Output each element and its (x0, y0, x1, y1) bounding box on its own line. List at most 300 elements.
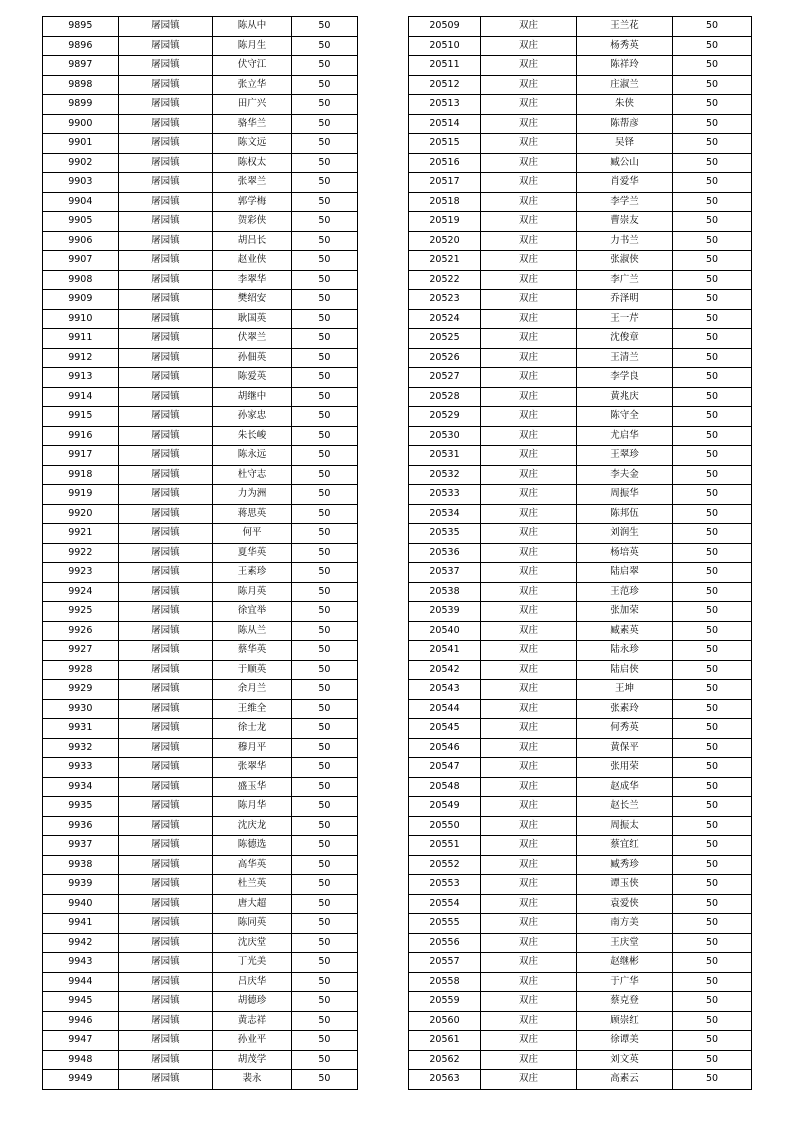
cell-name: 郭学梅 (213, 192, 292, 212)
table-row (43, 36, 358, 56)
table-row (409, 953, 752, 973)
cell-town: 屠园镇 (118, 368, 213, 388)
cell-amount: 50 (291, 875, 357, 895)
table-row (43, 485, 358, 505)
table-row (43, 504, 358, 524)
cell-name: 王素珍 (213, 563, 292, 583)
cell-name: 张立华 (213, 75, 292, 95)
cell-amount: 50 (291, 212, 357, 232)
table-row (43, 972, 358, 992)
cell-amount: 50 (673, 563, 752, 583)
cell-name: 余月兰 (213, 680, 292, 700)
cell-name: 于广华 (577, 972, 673, 992)
cell-amount: 50 (673, 368, 752, 388)
cell-amount: 50 (673, 251, 752, 271)
cell-town: 屠园镇 (118, 699, 213, 719)
cell-town: 双庄 (481, 290, 577, 310)
cell-id: 20551 (409, 836, 481, 856)
cell-name: 蔡克登 (577, 992, 673, 1012)
cell-id: 9910 (43, 309, 119, 329)
cell-town: 屠园镇 (118, 1070, 213, 1090)
table-row (409, 504, 752, 524)
cell-id: 20540 (409, 621, 481, 641)
cell-id: 20542 (409, 660, 481, 680)
cell-amount: 50 (673, 894, 752, 914)
cell-name: 陈月华 (213, 797, 292, 817)
cell-name: 力为洲 (213, 485, 292, 505)
cell-id: 9903 (43, 173, 119, 193)
cell-amount: 50 (291, 17, 357, 37)
cell-id: 9918 (43, 465, 119, 485)
cell-name: 吴铎 (577, 134, 673, 154)
table-row (43, 270, 358, 290)
cell-town: 双庄 (481, 758, 577, 778)
cell-town: 双庄 (481, 972, 577, 992)
cell-name: 陆永珍 (577, 641, 673, 661)
cell-name: 蒋思英 (213, 504, 292, 524)
cell-amount: 50 (673, 758, 752, 778)
cell-amount: 50 (291, 953, 357, 973)
cell-name: 高华英 (213, 855, 292, 875)
cell-amount: 50 (673, 231, 752, 251)
cell-id: 9942 (43, 933, 119, 953)
table-row (43, 1070, 358, 1090)
table-row (43, 797, 358, 817)
table-row (409, 173, 752, 193)
cell-name: 朱长峻 (213, 426, 292, 446)
cell-id: 20561 (409, 1031, 481, 1051)
cell-name: 伏守江 (213, 56, 292, 76)
cell-town: 屠园镇 (118, 914, 213, 934)
cell-town: 双庄 (481, 524, 577, 544)
cell-id: 9914 (43, 387, 119, 407)
table-row (43, 368, 358, 388)
cell-amount: 50 (291, 251, 357, 271)
cell-amount: 50 (291, 407, 357, 427)
table-row (43, 75, 358, 95)
cell-town: 双庄 (481, 407, 577, 427)
cell-name: 陈邦伍 (577, 504, 673, 524)
cell-id: 20560 (409, 1011, 481, 1031)
cell-name: 骆华兰 (213, 114, 292, 134)
cell-town: 屠园镇 (118, 524, 213, 544)
table-row (43, 407, 358, 427)
cell-name: 黄志祥 (213, 1011, 292, 1031)
cell-name: 杜兰英 (213, 875, 292, 895)
cell-town: 屠园镇 (118, 485, 213, 505)
cell-id: 9917 (43, 446, 119, 466)
cell-town: 双庄 (481, 875, 577, 895)
cell-town: 双庄 (481, 680, 577, 700)
cell-amount: 50 (673, 114, 752, 134)
cell-amount: 50 (673, 719, 752, 739)
cell-name: 黄保平 (577, 738, 673, 758)
cell-amount: 50 (291, 1070, 357, 1090)
cell-amount: 50 (291, 602, 357, 622)
cell-amount: 50 (291, 329, 357, 349)
cell-town: 屠园镇 (118, 504, 213, 524)
cell-name: 夏华英 (213, 543, 292, 563)
table-row (43, 582, 358, 602)
cell-name: 力书兰 (577, 231, 673, 251)
cell-amount: 50 (291, 270, 357, 290)
cell-amount: 50 (673, 17, 752, 37)
table-row (43, 1011, 358, 1031)
cell-id: 9945 (43, 992, 119, 1012)
table-row (43, 387, 358, 407)
table-row (43, 95, 358, 115)
cell-name: 李翠华 (213, 270, 292, 290)
cell-id: 20524 (409, 309, 481, 329)
cell-amount: 50 (291, 699, 357, 719)
cell-id: 9905 (43, 212, 119, 232)
cell-id: 20541 (409, 641, 481, 661)
cell-name: 陈从兰 (213, 621, 292, 641)
cell-id: 20510 (409, 36, 481, 56)
cell-town: 双庄 (481, 816, 577, 836)
cell-name: 李学兰 (577, 192, 673, 212)
cell-name: 张翠兰 (213, 173, 292, 193)
cell-town: 屠园镇 (118, 251, 213, 271)
cell-name: 徐士龙 (213, 719, 292, 739)
table-row (43, 1031, 358, 1051)
cell-name: 胡吕长 (213, 231, 292, 251)
cell-amount: 50 (673, 875, 752, 895)
cell-id: 9940 (43, 894, 119, 914)
cell-town: 屠园镇 (118, 387, 213, 407)
cell-id: 20537 (409, 563, 481, 583)
cell-id: 20521 (409, 251, 481, 271)
cell-id: 20509 (409, 17, 481, 37)
cell-id: 20526 (409, 348, 481, 368)
table-row (409, 1031, 752, 1051)
table-row (43, 563, 358, 583)
cell-id: 9909 (43, 290, 119, 310)
cell-amount: 50 (291, 894, 357, 914)
table-row (409, 855, 752, 875)
table-row (43, 446, 358, 466)
cell-town: 双庄 (481, 504, 577, 524)
cell-id: 9898 (43, 75, 119, 95)
cell-amount: 50 (673, 621, 752, 641)
cell-name: 肖爱华 (577, 173, 673, 193)
cell-amount: 50 (673, 56, 752, 76)
cell-name: 蔡宜红 (577, 836, 673, 856)
table-row (409, 1070, 752, 1090)
cell-town: 屠园镇 (118, 407, 213, 427)
cell-town: 双庄 (481, 582, 577, 602)
cell-id: 20522 (409, 270, 481, 290)
cell-amount: 50 (673, 153, 752, 173)
table-row (409, 75, 752, 95)
cell-name: 王坤 (577, 680, 673, 700)
cell-id: 9912 (43, 348, 119, 368)
cell-amount: 50 (291, 816, 357, 836)
table-row (409, 933, 752, 953)
cell-id: 20529 (409, 407, 481, 427)
cell-id: 9938 (43, 855, 119, 875)
cell-town: 屠园镇 (118, 758, 213, 778)
table-row (409, 777, 752, 797)
table-row (409, 699, 752, 719)
cell-town: 屠园镇 (118, 894, 213, 914)
cell-id: 9925 (43, 602, 119, 622)
cell-id: 9943 (43, 953, 119, 973)
table-row (43, 465, 358, 485)
cell-town: 双庄 (481, 368, 577, 388)
cell-town: 双庄 (481, 75, 577, 95)
cell-town: 双庄 (481, 309, 577, 329)
cell-id: 20530 (409, 426, 481, 446)
cell-name: 陈德选 (213, 836, 292, 856)
cell-id: 20547 (409, 758, 481, 778)
cell-amount: 50 (291, 621, 357, 641)
cell-town: 双庄 (481, 231, 577, 251)
cell-town: 屠园镇 (118, 153, 213, 173)
cell-amount: 50 (291, 758, 357, 778)
table-row (409, 114, 752, 134)
cell-id: 9916 (43, 426, 119, 446)
table-row (43, 699, 358, 719)
cell-name: 臧素英 (577, 621, 673, 641)
cell-amount: 50 (291, 777, 357, 797)
table-row (43, 855, 358, 875)
table-row (43, 56, 358, 76)
cell-id: 20515 (409, 134, 481, 154)
cell-id: 9915 (43, 407, 119, 427)
cell-town: 屠园镇 (118, 777, 213, 797)
cell-name: 孙佃英 (213, 348, 292, 368)
cell-id: 9944 (43, 972, 119, 992)
cell-town: 双庄 (481, 1011, 577, 1031)
table-row (409, 251, 752, 271)
cell-town: 双庄 (481, 894, 577, 914)
cell-name: 陈祥玲 (577, 56, 673, 76)
cell-town: 屠园镇 (118, 309, 213, 329)
cell-amount: 50 (673, 192, 752, 212)
cell-town: 屠园镇 (118, 56, 213, 76)
cell-name: 杜守志 (213, 465, 292, 485)
table-row (409, 270, 752, 290)
table-row (409, 426, 752, 446)
cell-amount: 50 (291, 992, 357, 1012)
cell-town: 屠园镇 (118, 621, 213, 641)
table-row (409, 797, 752, 817)
cell-name: 朱侠 (577, 95, 673, 115)
cell-amount: 50 (291, 719, 357, 739)
cell-name: 刘文英 (577, 1050, 673, 1070)
cell-id: 20531 (409, 446, 481, 466)
cell-amount: 50 (291, 738, 357, 758)
table-row (43, 348, 358, 368)
cell-amount: 50 (291, 56, 357, 76)
cell-name: 徐谭美 (577, 1031, 673, 1051)
table-row (409, 992, 752, 1012)
table-row (43, 309, 358, 329)
table-row (409, 446, 752, 466)
cell-name: 沈庆龙 (213, 816, 292, 836)
table-row (409, 602, 752, 622)
cell-amount: 50 (673, 914, 752, 934)
cell-id: 20516 (409, 153, 481, 173)
cell-id: 9930 (43, 699, 119, 719)
cell-name: 张淑侠 (577, 251, 673, 271)
cell-town: 双庄 (481, 602, 577, 622)
cell-town: 屠园镇 (118, 836, 213, 856)
table-row (409, 719, 752, 739)
cell-amount: 50 (673, 836, 752, 856)
cell-amount: 50 (673, 426, 752, 446)
cell-town: 屠园镇 (118, 855, 213, 875)
table-row (409, 56, 752, 76)
cell-id: 9899 (43, 95, 119, 115)
cell-town: 双庄 (481, 465, 577, 485)
table-row (409, 407, 752, 427)
cell-name: 丁光美 (213, 953, 292, 973)
cell-id: 9922 (43, 543, 119, 563)
cell-amount: 50 (673, 855, 752, 875)
cell-amount: 50 (673, 504, 752, 524)
cell-amount: 50 (673, 933, 752, 953)
cell-town: 屠园镇 (118, 231, 213, 251)
cell-amount: 50 (673, 173, 752, 193)
cell-name: 周振华 (577, 485, 673, 505)
cell-name: 何秀英 (577, 719, 673, 739)
cell-amount: 50 (673, 270, 752, 290)
table-row (409, 290, 752, 310)
table-row (43, 134, 358, 154)
table-row (43, 173, 358, 193)
cell-amount: 50 (673, 329, 752, 349)
cell-name: 蔡华英 (213, 641, 292, 661)
cell-amount: 50 (291, 504, 357, 524)
cell-town: 双庄 (481, 1050, 577, 1070)
cell-town: 屠园镇 (118, 212, 213, 232)
cell-id: 9921 (43, 524, 119, 544)
cell-town: 屠园镇 (118, 660, 213, 680)
cell-name: 张加荣 (577, 602, 673, 622)
cell-amount: 50 (673, 1011, 752, 1031)
cell-amount: 50 (291, 1031, 357, 1051)
cell-amount: 50 (673, 36, 752, 56)
table-row (43, 114, 358, 134)
cell-id: 9919 (43, 485, 119, 505)
cell-id: 9908 (43, 270, 119, 290)
cell-town: 双庄 (481, 855, 577, 875)
cell-name: 王维全 (213, 699, 292, 719)
cell-name: 何平 (213, 524, 292, 544)
cell-name: 樊绍安 (213, 290, 292, 310)
cell-town: 屠园镇 (118, 738, 213, 758)
cell-amount: 50 (673, 1031, 752, 1051)
cell-amount: 50 (291, 348, 357, 368)
cell-id: 9907 (43, 251, 119, 271)
cell-id: 20517 (409, 173, 481, 193)
cell-town: 双庄 (481, 933, 577, 953)
cell-name: 张素玲 (577, 699, 673, 719)
cell-town: 双庄 (481, 660, 577, 680)
cell-name: 杨培英 (577, 543, 673, 563)
cell-id: 9948 (43, 1050, 119, 1070)
cell-name: 赵继彬 (577, 953, 673, 973)
cell-name: 李夫金 (577, 465, 673, 485)
table-row (43, 933, 358, 953)
cell-name: 臧公山 (577, 153, 673, 173)
cell-amount: 50 (291, 114, 357, 134)
cell-town: 屠园镇 (118, 348, 213, 368)
cell-name: 南方美 (577, 914, 673, 934)
table-row (43, 777, 358, 797)
cell-town: 双庄 (481, 36, 577, 56)
table-row (43, 251, 358, 271)
cell-town: 屠园镇 (118, 543, 213, 563)
table-row (409, 738, 752, 758)
cell-name: 吕庆华 (213, 972, 292, 992)
cell-town: 屠园镇 (118, 1050, 213, 1070)
table-row (43, 836, 358, 856)
table-row (43, 1050, 358, 1070)
cell-name: 陈从中 (213, 17, 292, 37)
cell-id: 9937 (43, 836, 119, 856)
cell-town: 屠园镇 (118, 1031, 213, 1051)
cell-town: 屠园镇 (118, 641, 213, 661)
cell-amount: 50 (291, 134, 357, 154)
cell-amount: 50 (291, 797, 357, 817)
table-row (43, 992, 358, 1012)
table-row (409, 875, 752, 895)
cell-id: 20511 (409, 56, 481, 76)
cell-amount: 50 (673, 446, 752, 466)
cell-amount: 50 (291, 680, 357, 700)
cell-name: 于顺英 (213, 660, 292, 680)
cell-id: 20544 (409, 699, 481, 719)
cell-id: 9913 (43, 368, 119, 388)
cell-id: 9900 (43, 114, 119, 134)
cell-id: 20557 (409, 953, 481, 973)
cell-amount: 50 (291, 290, 357, 310)
cell-amount: 50 (673, 524, 752, 544)
cell-amount: 50 (673, 777, 752, 797)
cell-name: 袁爱侠 (577, 894, 673, 914)
cell-town: 屠园镇 (118, 192, 213, 212)
cell-id: 9902 (43, 153, 119, 173)
cell-name: 田广兴 (213, 95, 292, 115)
cell-name: 陈守全 (577, 407, 673, 427)
cell-name: 陆启翠 (577, 563, 673, 583)
table-row (409, 1011, 752, 1031)
table-row (43, 738, 358, 758)
cell-id: 20520 (409, 231, 481, 251)
cell-id: 9897 (43, 56, 119, 76)
table-row (409, 309, 752, 329)
cell-town: 屠园镇 (118, 972, 213, 992)
cell-town: 屠园镇 (118, 816, 213, 836)
table-row (43, 914, 358, 934)
cell-name: 赵长兰 (577, 797, 673, 817)
cell-name: 胡茂学 (213, 1050, 292, 1070)
cell-town: 屠园镇 (118, 953, 213, 973)
cell-id: 9947 (43, 1031, 119, 1051)
cell-name: 陈月生 (213, 36, 292, 56)
cell-id: 9896 (43, 36, 119, 56)
cell-town: 屠园镇 (118, 270, 213, 290)
table-row (43, 894, 358, 914)
cell-town: 双庄 (481, 192, 577, 212)
cell-amount: 50 (291, 582, 357, 602)
cell-id: 9949 (43, 1070, 119, 1090)
table-row (43, 602, 358, 622)
cell-amount: 50 (673, 738, 752, 758)
